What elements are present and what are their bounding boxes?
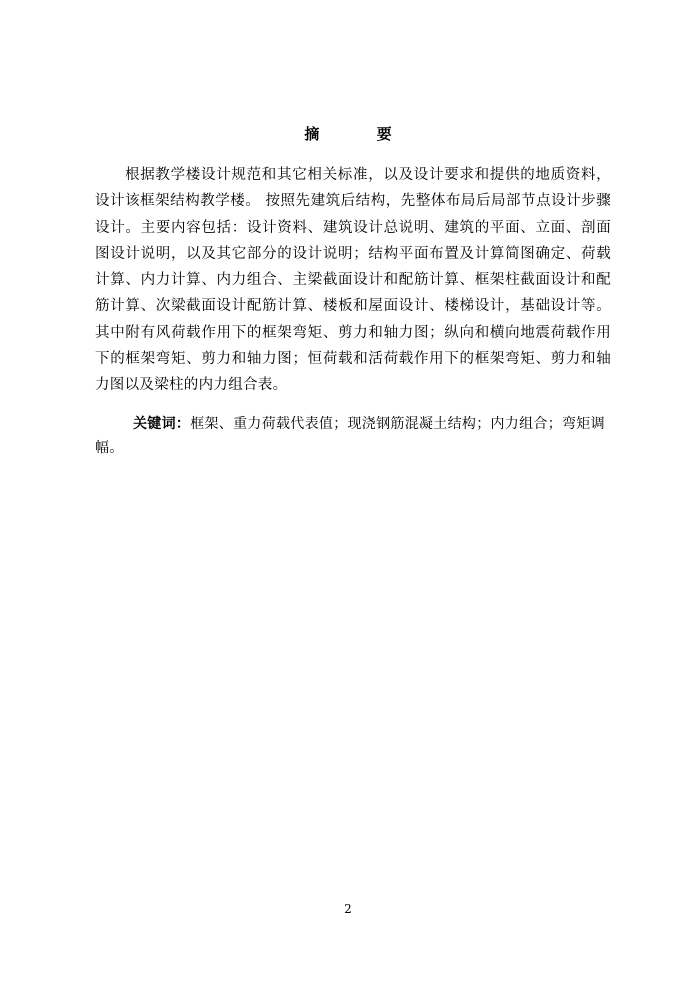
abstract-title: 摘 要 bbox=[304, 125, 418, 143]
page-number: 2 bbox=[344, 902, 352, 916]
abstract-body: 根据教学楼设计规范和其它相关标准，以及设计要求和提供的地质资料，设计该框架结构教学楼。 按照先建筑后结构，先整体布局后局部节点设计步骤设计。主要内容包括：设计资料、建筑设计总说明、建筑的平面、立面、剖面图设计说明，以及其它部分的设计说明；结构平面布置及计算简图确定、荷载计算、内力计算、内力组合、主梁截面设计和配筋计算、框架柱截面设计和配筋计算、次梁截面设计配筋计算、楼板和屋面设计、楼梯设计，基础设计等。其中附有风荷载作用下的框架弯矩、剪力和轴力图；纵向和横向地震荷载作用下的框架弯矩、剪力和轴力图；恒荷载和活荷载作用下的框架弯矩、剪力和轴力图以及梁柱的内力组合表。 bbox=[95, 167, 611, 394]
keywords-label: 关键词： bbox=[133, 416, 191, 432]
keywords-paragraph bbox=[95, 412, 611, 460]
keywords-text: 框架、重力荷载代表值；现浇钢筋混凝土结构；内力组合；弯矩调幅。 bbox=[95, 416, 605, 456]
